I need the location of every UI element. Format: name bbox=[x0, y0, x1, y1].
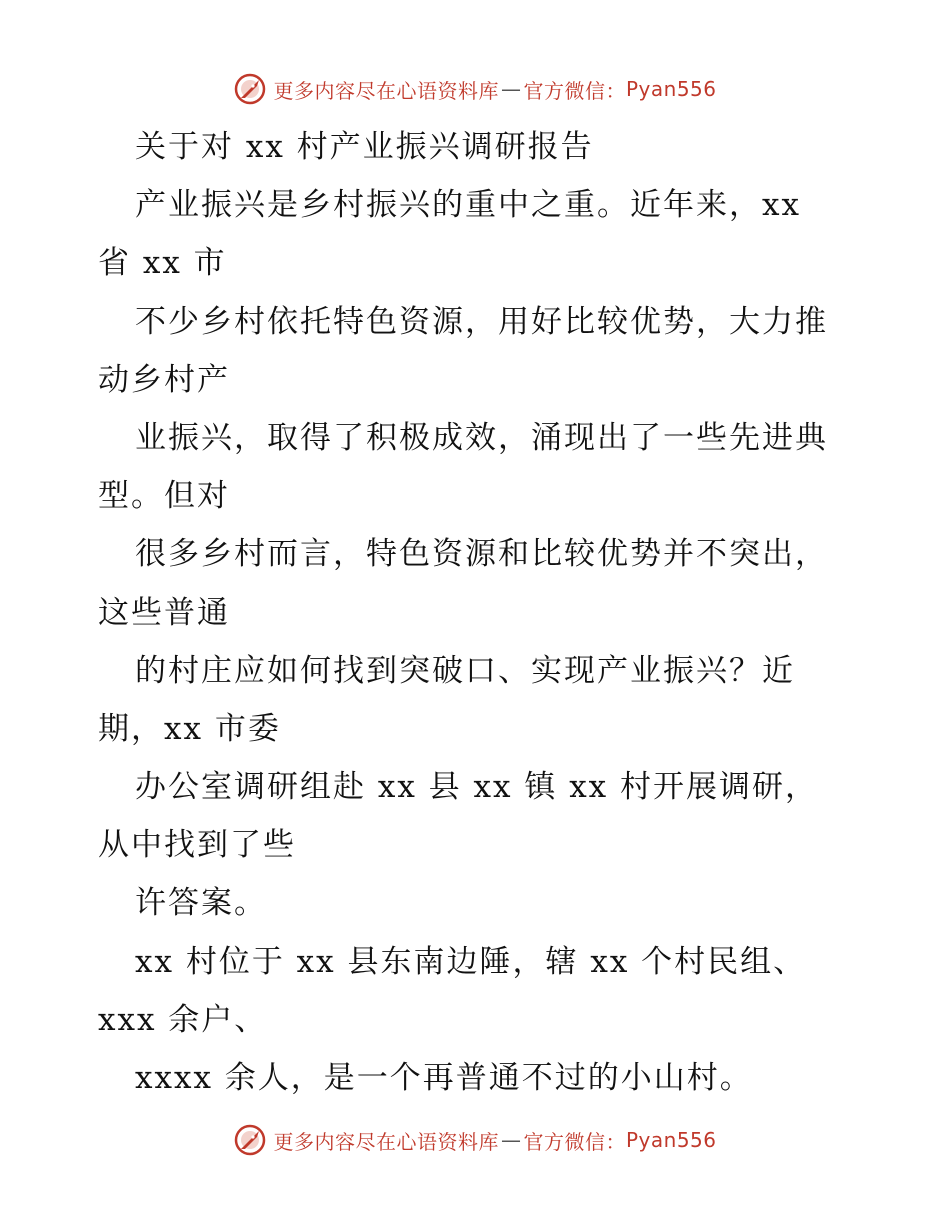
watermark-wechat-label: 官方微信： bbox=[523, 1129, 626, 1154]
paragraph-line: 不少乡村依托特色资源，用好比较优势，大力推 bbox=[135, 303, 828, 340]
watermark-separator: — bbox=[500, 77, 522, 101]
document-title: 关于对 xx 村产业振兴调研报告 bbox=[135, 129, 594, 165]
paragraph-line: 很多乡村而言，特色资源和比较优势并不突出， bbox=[135, 536, 828, 573]
watermark-wechat-id: Pyan556 bbox=[625, 1128, 717, 1152]
watermark-separator: — bbox=[500, 1128, 522, 1152]
paragraph-line: 期，xx 市委 bbox=[98, 710, 281, 747]
watermark-brand: 更多内容尽在心语资料库 bbox=[273, 78, 499, 103]
paragraph-line: 办公室调研组赴 xx 县 xx 镇 xx 村开展调研， bbox=[135, 769, 819, 806]
paragraph-line: 产业振兴是乡村振兴的重中之重。近年来，xx bbox=[135, 187, 801, 224]
paragraph-line: 的村庄应如何找到突破口、实现产业振兴？近 bbox=[135, 652, 795, 689]
paragraph-line: 业振兴，取得了积极成效，涌现出了一些先进典 bbox=[135, 419, 828, 456]
footer-watermark bbox=[0, 1123, 950, 1157]
paragraph-line: 动乡村产 bbox=[98, 361, 230, 398]
paragraph-line: xxx 余户、 bbox=[98, 1001, 268, 1038]
paragraph-line: xx 村位于 xx 县东南边陲，辖 xx 个村民组、 bbox=[135, 943, 807, 980]
watermark-wechat-label: 官方微信： bbox=[523, 78, 626, 103]
paragraph-line: 这些普通 bbox=[98, 594, 230, 631]
watermark-wechat-id: Pyan556 bbox=[625, 77, 717, 101]
paragraph-line: 从中找到了些 bbox=[98, 827, 296, 864]
watermark-brand: 更多内容尽在心语资料库 bbox=[273, 1129, 499, 1154]
pen-nib-logo-icon bbox=[233, 1123, 267, 1157]
paragraph-line: xxxx 余人，是一个再普通不过的小山村。 bbox=[135, 1060, 753, 1096]
document-body bbox=[98, 118, 858, 1107]
paragraph-line: 型。但对 bbox=[98, 478, 230, 515]
paragraph-line: 许答案。 bbox=[135, 885, 267, 922]
paragraph-line: 省 xx 市 bbox=[98, 245, 227, 282]
header-watermark bbox=[0, 72, 950, 106]
pen-nib-logo-icon bbox=[233, 72, 267, 106]
